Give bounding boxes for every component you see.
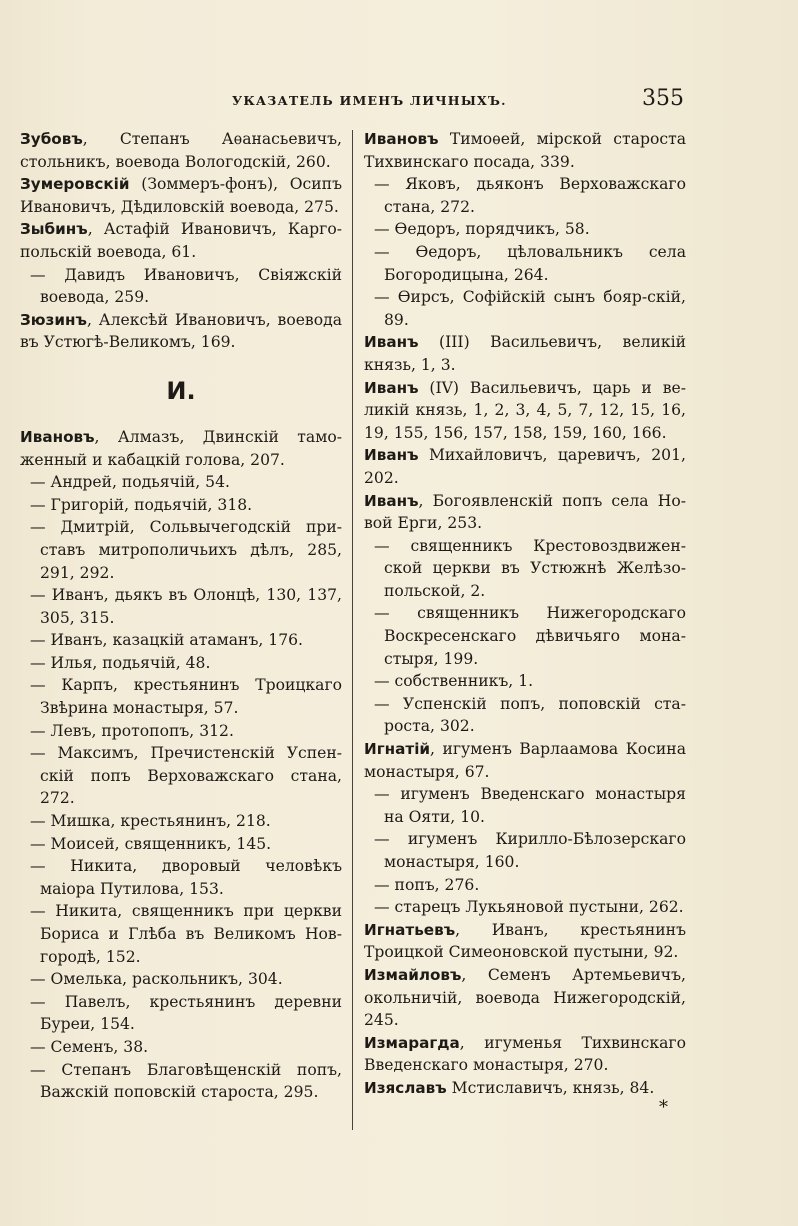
entry-text: , игуменья Тихвинскаго Введенскаго монастыря, 270. — [364, 1033, 686, 1075]
entry-headword: Измарагда — [364, 1033, 460, 1052]
index-entry — [20, 900, 342, 968]
index-entry — [20, 629, 342, 652]
entry-text: — игуменъ Кирилло-Бѣлозерскаго монастыря, 160. — [374, 830, 686, 871]
index-entry — [20, 968, 342, 991]
index-entry — [20, 652, 342, 675]
entry-text: — Ѳедоръ, порядчикъ, 58. — [374, 220, 590, 239]
index-entry — [364, 964, 686, 1032]
entry-text: (Зоммеръ-фонъ), Осипъ Ивановичъ, Дѣдиловскій воевода, 275. — [20, 175, 342, 216]
entry-text: — старецъ Лукьяновой пустыни, 262. — [374, 898, 684, 917]
index-entry — [364, 919, 686, 964]
index-entry — [20, 173, 342, 218]
entry-text: — священникъ Нижегородскаго Воскресенскаго дѣвичьяго мона-стыря, 199. — [374, 604, 686, 668]
index-entry — [364, 693, 686, 738]
index-entry — [364, 286, 686, 331]
entry-text: — Семенъ, 38. — [30, 1037, 149, 1056]
entry-text: — Павелъ, крестьянинъ деревни Буреи, 154. — [30, 992, 342, 1034]
entry-headword: Ивановъ — [364, 130, 439, 148]
index-entry — [364, 173, 686, 218]
header-title: УКАЗАТЕЛЬ ИМЕНЪ ЛИЧНЫХЪ. — [232, 93, 507, 108]
index-entry — [364, 331, 686, 376]
index-entry — [364, 490, 686, 535]
index-entry — [20, 810, 342, 833]
left-entries-i — [20, 426, 342, 1104]
entry-text: — Дмитрій, Сольвычегодскій при-ставъ митрополичьихъ дѣлъ, 285, 291, 292. — [30, 518, 342, 582]
index-entry — [20, 991, 342, 1036]
entry-text: — попъ, 276. — [374, 875, 480, 894]
entry-headword: Изяславъ — [364, 1078, 447, 1097]
entry-headword: Зыбинъ — [20, 220, 88, 239]
entry-text: , Астафій Ивановичъ, Карго-польскій воевода, 61. — [20, 220, 342, 261]
entry-text: — Никита, дворовый человѣкъ маіора Путилова, 153. — [30, 857, 342, 898]
column-divider — [352, 130, 353, 1130]
entry-text: — Омелька, раскольникъ, 304. — [30, 970, 283, 989]
entry-headword: Игнатій — [364, 740, 431, 759]
entry-text: — Григорій, подьячій, 318. — [30, 495, 253, 514]
entry-text: — игуменъ Введенскаго монастыря на Ояти, 10. — [374, 785, 686, 826]
index-entry — [20, 426, 342, 471]
entry-text: — Карпъ, крестьянинъ Троицкаго Звѣрина монастыря, 57. — [30, 676, 342, 718]
entry-text: — Давидъ Ивановичъ, Свіяжскій воевода, 259. — [30, 265, 342, 307]
index-entry — [20, 742, 342, 810]
entry-text: Мстиславичъ, князь, 84. — [446, 1078, 655, 1097]
index-entry — [364, 670, 686, 693]
entry-text: (IV) Васильевичъ, царь и ве-ликій князь, 1, 2, 3, 4, 5, 7, 12, 15, 16, 19, 155, 156, 157, 158, 159, 160, 166. — [364, 378, 686, 442]
index-entry — [364, 218, 686, 241]
entry-text: — Иванъ, казацкій атаманъ, 176. — [30, 631, 304, 650]
entry-headword: Зумеровскій — [20, 175, 130, 194]
entry-headword: Игнатьевъ — [364, 920, 456, 939]
entry-text: — Яковъ, дьяконъ Верховажскаго стана, 272. — [374, 175, 686, 216]
index-entry — [20, 309, 342, 354]
page-number: 355 — [642, 86, 684, 111]
index-entry — [364, 783, 686, 828]
index-entry — [364, 444, 686, 489]
index-entry — [364, 241, 686, 286]
index-entry — [20, 1036, 342, 1059]
index-entry — [20, 264, 342, 309]
index-entry — [364, 535, 686, 603]
entry-headword: Иванъ — [364, 446, 419, 465]
entry-text: — Ѳедоръ, цѣловальникъ села Богородицына, 264. — [374, 242, 686, 284]
index-entry — [364, 1077, 686, 1100]
index-entry — [20, 720, 342, 743]
entry-text: — Моисей, священникъ, 145. — [30, 834, 272, 853]
index-entry — [364, 828, 686, 873]
entry-text: Михайловичъ, царевичъ, 201, 202. — [364, 446, 686, 487]
entry-text: — Ѳирсъ, Софійскій сынъ бояр-скій, 89. — [374, 288, 686, 329]
index-entry — [20, 494, 342, 517]
index-entry — [364, 896, 686, 919]
entry-text: — Иванъ, дьякъ въ Олонцѣ, 130, 137, 305, 315. — [30, 586, 342, 627]
index-entry — [364, 377, 686, 445]
index-entry — [20, 128, 342, 173]
index-entry — [364, 128, 686, 173]
index-entry — [20, 471, 342, 494]
entry-headword: Иванъ — [364, 378, 419, 397]
entry-text: — священникъ Крестовоздвижен-ской церкви въ Устюжнѣ Желѣзо-польской, 2. — [374, 536, 686, 600]
index-entry — [20, 674, 342, 719]
entry-text: — Успенскій попъ, поповскій ста-роста, 302. — [374, 694, 686, 736]
left-column — [20, 128, 342, 1104]
entry-text: — Андрей, подьячій, 54. — [30, 473, 230, 492]
right-column — [364, 128, 686, 1118]
entry-headword: Иванъ — [364, 491, 419, 510]
index-entry — [20, 584, 342, 629]
index-entry — [20, 855, 342, 900]
entry-text: , Степанъ Аѳанасьевичъ, стольникъ, воевода Вологодскій, 260. — [20, 130, 342, 171]
entry-text: , Богоявленскій попъ села Но-вой Ерги, 253. — [364, 491, 686, 533]
entry-text: (III) Васильевичъ, великій князь, 1, 3. — [364, 333, 686, 374]
section-letter: И. — [166, 376, 196, 405]
entry-text: — Левъ, протопопъ, 312. — [30, 721, 234, 740]
running-header — [20, 86, 688, 116]
entry-text: , Иванъ, крестьянинъ Троицкой Симеоновской пустыни, 92. — [364, 920, 686, 962]
entry-headword: Зубовъ — [20, 130, 83, 148]
entry-text: , Алмазъ, Двинскій тамо-женный и кабацкій голова, 207. — [20, 427, 342, 469]
index-entry — [364, 1032, 686, 1077]
entry-headword: Ивановъ — [20, 427, 95, 446]
index-entry — [364, 738, 686, 783]
index-entry — [364, 602, 686, 670]
entry-text: , Алексѣй Ивановичъ, воевода въ Устюгѣ-Великомъ, 169. — [20, 310, 342, 352]
entry-text: — Максимъ, Пречистенскій Успен-скій попъ Верховажскаго стана, 272. — [30, 744, 342, 808]
entry-text: Тимоѳей, мірской староста Тихвинскаго посада, 339. — [364, 130, 686, 171]
entry-text: — собственникъ, 1. — [374, 672, 534, 691]
entry-text: , Семенъ Артемьевичъ, окольничій, воевода Нижегородскій, 245. — [364, 965, 686, 1030]
left-entries-z — [20, 128, 342, 354]
index-entry — [20, 516, 342, 584]
entry-headword: Иванъ — [364, 333, 419, 352]
entry-headword: Зюзинъ — [20, 310, 87, 329]
index-entry — [20, 1059, 342, 1104]
entry-text: — Степанъ Благовѣщенскій попъ, Важскій поповскій староста, 295. — [30, 1060, 342, 1102]
entry-text: — Никита, священникъ при церкви Бориса и Глѣба въ Великомъ Нов-городѣ, 152. — [30, 902, 342, 966]
index-entry — [364, 874, 686, 897]
entry-text: , игуменъ Варлаамова Косина монастыря, 67. — [364, 740, 686, 781]
index-entry — [20, 833, 342, 856]
index-entry — [20, 218, 342, 263]
entry-text: — Мишка, крестьянинъ, 218. — [30, 812, 271, 831]
footer-mark: * — [659, 1096, 668, 1118]
right-entries — [364, 128, 686, 1100]
entry-text: — Илья, подьячій, 48. — [30, 653, 211, 672]
entry-headword: Измайловъ — [364, 965, 462, 984]
